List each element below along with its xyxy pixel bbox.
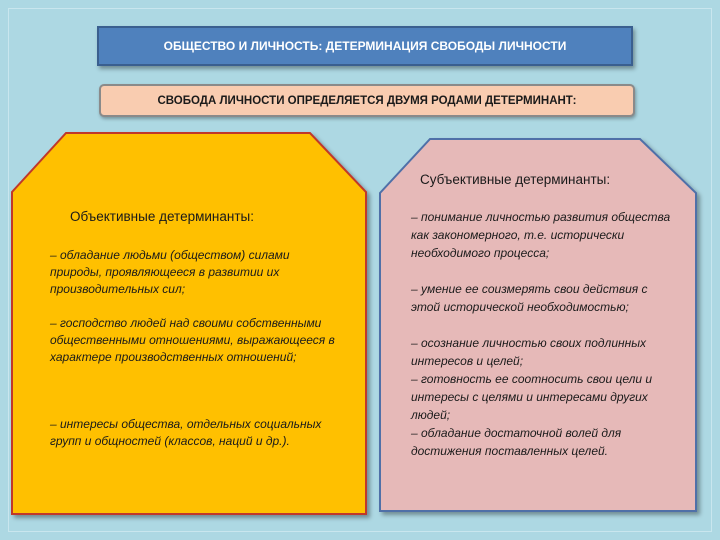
- right-item-4: – готовность ее соотносить свои цели и интересы с целями и интересами других людей;: [411, 372, 653, 422]
- right-item-3: – осознание личностью своих подлинных интересов и целей;: [411, 336, 647, 368]
- right-item-2: – умение ее соизмерять свои действия с этой исторической необходимостью;: [411, 282, 648, 314]
- right-item-1: – понимание личностью развития общества как закономерного, т.е. исторически необходимого процесса;: [411, 210, 671, 260]
- slide-subtitle-text: СВОБОДА ЛИЧНОСТИ ОПРЕДЕЛЯЕТСЯ ДВУМЯ РОДАМИ ДЕТЕРМИНАНТ:: [157, 94, 577, 107]
- right-item-5: – обладание достаточной волей для достижения поставленных целей.: [411, 426, 622, 458]
- left-item-2: – господство людей над своими собственными общественными отношениями, выражающееся в характере производственных отношений;: [50, 316, 335, 364]
- slide-title-text: ОБЩЕСТВО И ЛИЧНОСТЬ: ДЕТЕРМИНАЦИЯ СВОБОДЫ ЛИЧНОСТИ: [163, 39, 567, 53]
- left-item-1: – обладание людьми (обществом) силами природы, проявляющееся в развитии их производительных сил;: [50, 248, 290, 296]
- right-heading: Субъективные детерминанты:: [420, 172, 611, 187]
- left-item-3: – интересы общества, отдельных социальных групп и общностей (классов, наций и др.).: [50, 417, 322, 448]
- left-heading: Объективные детерминанты:: [70, 209, 254, 224]
